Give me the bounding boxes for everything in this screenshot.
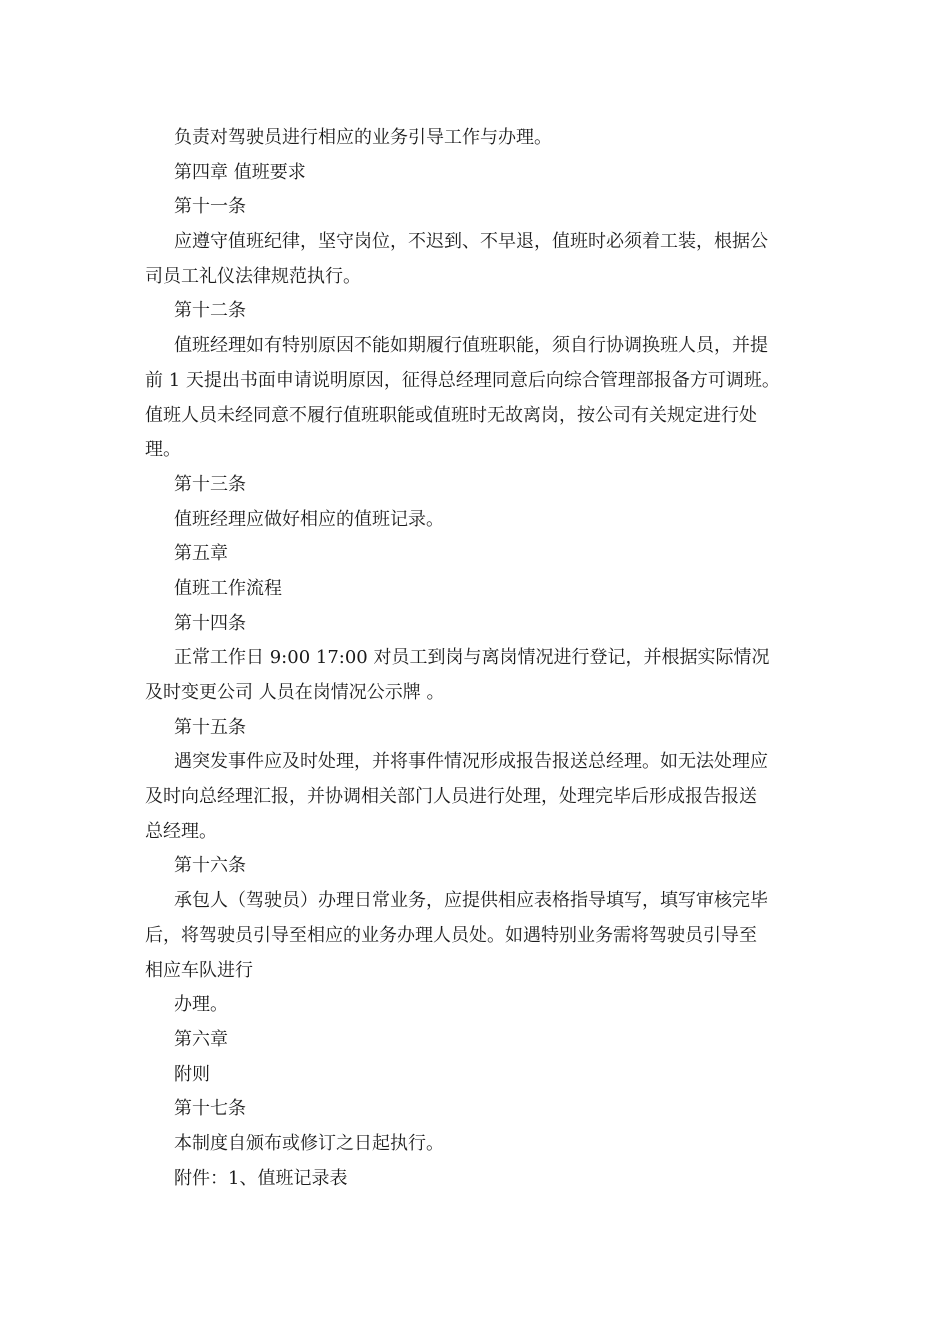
text-line: 值班经理如有特别原因不能如期履行值班职能，须自行协调换班人员，并提 bbox=[174, 335, 768, 357]
text-line: 附则 bbox=[174, 1063, 210, 1085]
text-line: 相应车队进行 bbox=[145, 959, 253, 981]
text-line: 办理。 bbox=[174, 994, 228, 1016]
text-line: 值班经理应做好相应的值班记录。 bbox=[174, 508, 444, 530]
text-line: 第十五条 bbox=[174, 716, 246, 738]
text-line: 值班人员未经同意不履行值班职能或值班时无故离岗，按公司有关规定进行处 bbox=[145, 404, 757, 426]
text-line: 第六章 bbox=[174, 1028, 228, 1050]
text-line: 第十四条 bbox=[174, 612, 246, 634]
text-line: 附件：1、值班记录表 bbox=[174, 1167, 348, 1189]
text-line: 第十六条 bbox=[174, 855, 246, 877]
text-line: 承包人（驾驶员）办理日常业务，应提供相应表格指导填写，填写审核完毕 bbox=[174, 890, 768, 912]
text-line: 应遵守值班纪律，坚守岗位，不迟到、不早退，值班时必须着工装，根据公 bbox=[174, 231, 768, 253]
text-line: 第十三条 bbox=[174, 473, 246, 495]
text-line: 第十二条 bbox=[174, 300, 246, 322]
text-line: 后，将驾驶员引导至相应的业务办理人员处。如遇特别业务需将驾驶员引导至 bbox=[145, 924, 757, 946]
text-line: 遇突发事件应及时处理，并将事件情况形成报告报送总经理。如无法处理应 bbox=[174, 751, 768, 773]
text-line: 负责对驾驶员进行相应的业务引导工作与办理。 bbox=[174, 127, 552, 148]
document-body bbox=[145, 121, 813, 1196]
text-line: 值班工作流程 bbox=[174, 577, 282, 599]
text-line: 总经理。 bbox=[145, 820, 217, 842]
text-line: 第五章 bbox=[174, 543, 228, 565]
text-line: 第十一条 bbox=[174, 196, 246, 218]
text-line: 第四章 值班要求 bbox=[174, 161, 306, 183]
text-line: 正常工作日 9:00 17:00 对员工到岗与离岗情况进行登记，并根据实际情况 bbox=[174, 647, 770, 669]
text-line: 司员工礼仪法律规范执行。 bbox=[145, 265, 361, 287]
text-line: 第十七条 bbox=[174, 1098, 246, 1120]
text-line: 本制度自颁布或修订之日起执行。 bbox=[174, 1132, 444, 1154]
text-line: 及时向总经理汇报，并协调相关部门人员进行处理，处理完毕后形成报告报送 bbox=[145, 786, 757, 808]
text-line: 前 1 天提出书面申请说明原因，征得总经理同意后向综合管理部报备方可调班。 bbox=[145, 369, 780, 391]
text-line: 及时变更公司 人员在岗情况公示牌 。 bbox=[145, 682, 445, 703]
text-line: 理。 bbox=[145, 439, 181, 461]
